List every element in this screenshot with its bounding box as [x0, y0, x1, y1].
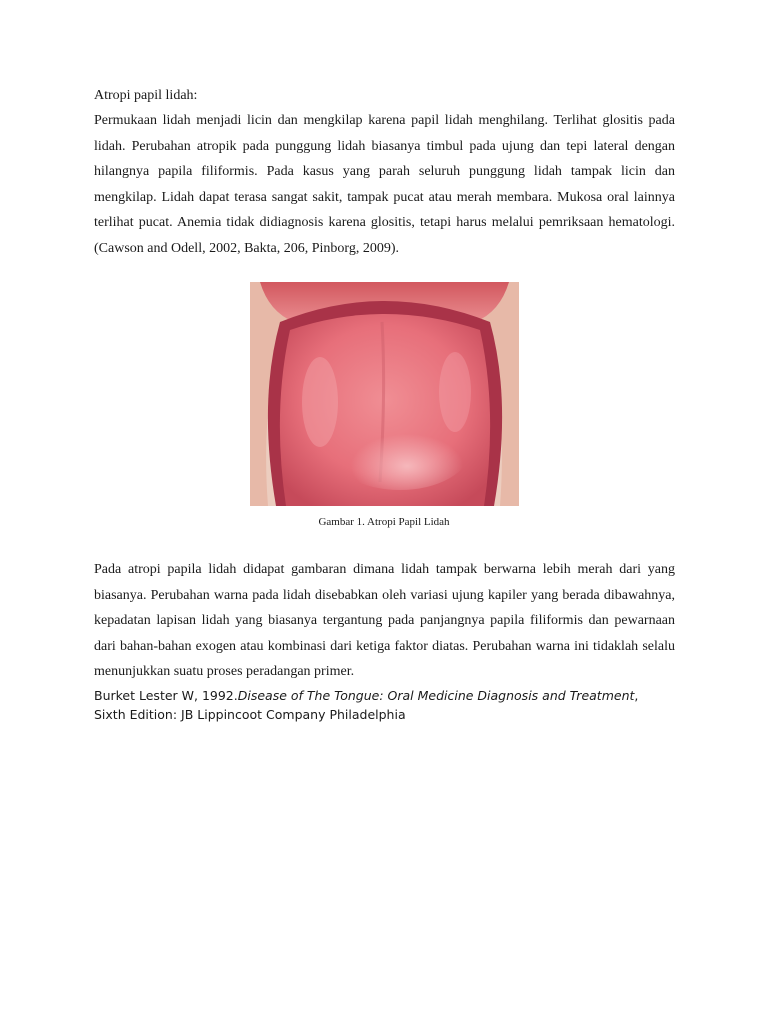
reference-title-punct: ,	[634, 688, 639, 703]
paragraph-atrophy-description: Permukaan lidah menjadi licin dan mengkilap karena papil lidah menghilang. Terlihat glositis pada lidah. Perubahan atropik pada punggung lidah biasanya timbul pada ujung dan tepi lateral dengan hilangnya papila filiformis. Pada kasus yang parah seluruh punggung lidah tampak licin dan mengkilap. Lidah dapat terasa sangat sakit, tampak pucat atau merah membara. Mukosa oral lainnya terlihat pucat. Anemia tidak didiagnosis karena glositis, tetapi harus melalui pemriksaan hematologi. (Cawson and Odell, 2002, Bakta, 206, Pinborg, 2009).	[94, 113, 675, 256]
reference-edition: Sixth Edition: JB Lippincoot Company Philadelphia	[94, 707, 406, 722]
figure-caption: Gambar 1. Atropi Papil Lidah	[318, 516, 450, 528]
reference-title: Disease of The Tongue: Oral Medicine Diagnosis and Treatment	[237, 688, 635, 703]
reference-author-year: Burket Lester W, 1992.	[94, 688, 238, 703]
reference-line-1	[94, 686, 694, 705]
paragraph-color-change: Pada atropi papila lidah didapat gambaran dimana lidah tampak berwarna lebih merah dari yang biasanya. Perubahan warna pada lidah disebabkan oleh variasi ujung kapiler yang berada dibawahnya, kepadatan lapisan lidah yang biasanya tergantung pada panjangnya papila filiformis dan pewarnaan dari bahan-bahan exogen atau kombinasi dari ketiga faktor diatas. Perubahan warna ini tidaklah selalu menunjukkan suatu proses peradangan primer.	[94, 562, 675, 680]
section-heading: Atropi papil lidah:	[94, 88, 198, 103]
reference-citation	[94, 686, 694, 724]
tongue-photo	[250, 282, 519, 506]
